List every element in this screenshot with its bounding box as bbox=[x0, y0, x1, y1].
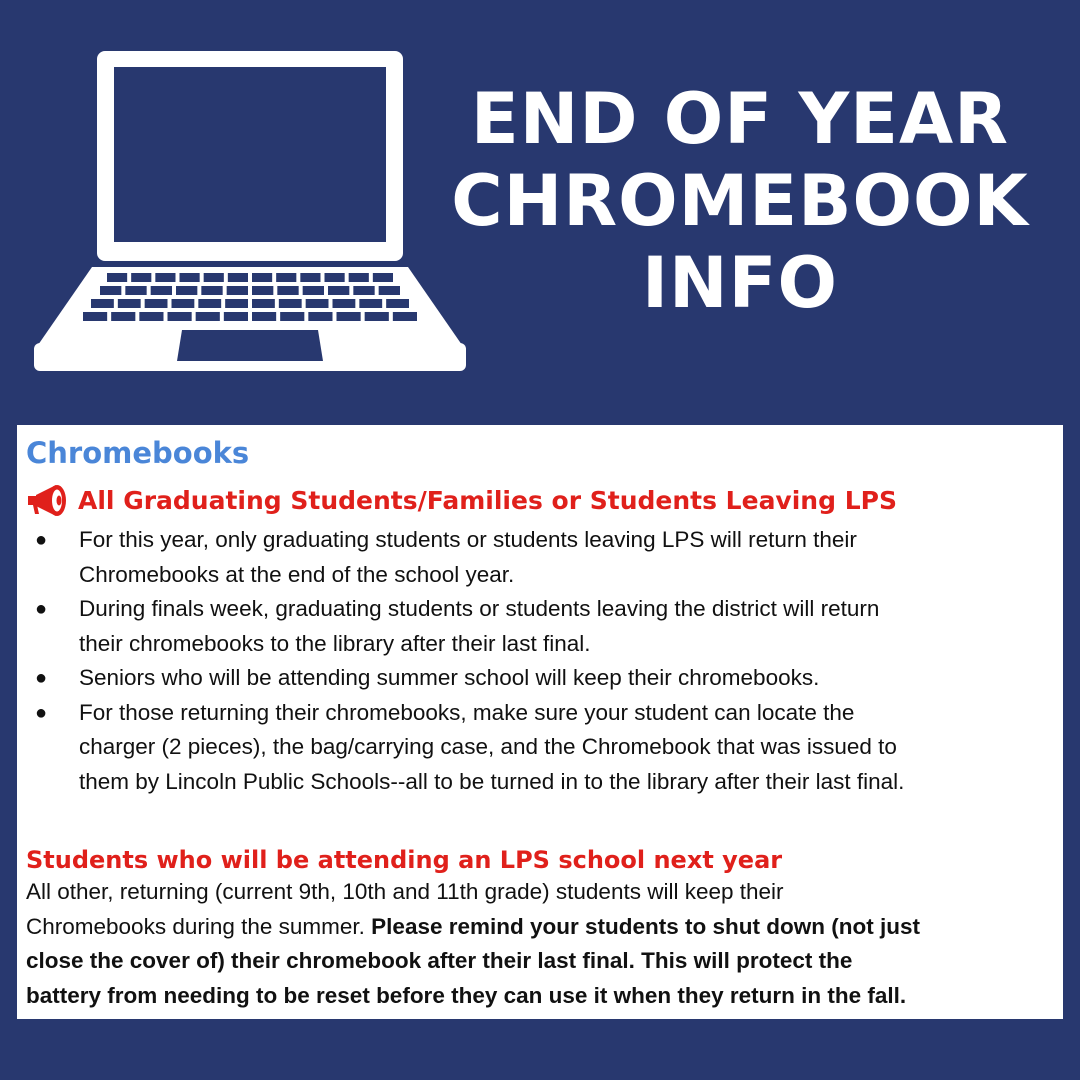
keyboard-key bbox=[118, 299, 141, 308]
keyboard-key bbox=[225, 299, 248, 308]
reminder-text: close the cover of) their chromebook after their last final. This will protect the bbox=[26, 948, 853, 973]
list-item-line: Seniors who will be attending summer school will keep their chromebooks. bbox=[79, 665, 820, 690]
list-item bbox=[26, 661, 1053, 696]
reminder-text: Please remind your students to shut down (not just bbox=[371, 913, 920, 939]
reminder-text: battery from needing to be reset before they can use it when they return in the fall. bbox=[26, 982, 907, 1008]
keyboard-key bbox=[196, 312, 220, 321]
keyboard-key bbox=[359, 299, 382, 308]
bullet-list bbox=[26, 523, 1053, 799]
keyboard-key bbox=[180, 273, 200, 282]
list-item-line: For this year, only graduating students or students leaving LPS will return their bbox=[79, 527, 857, 552]
keyboard-key bbox=[107, 273, 127, 282]
list-item bbox=[26, 696, 1053, 800]
keyboard-key bbox=[198, 299, 221, 308]
keyboard-key bbox=[155, 273, 175, 282]
keyboard-key bbox=[125, 286, 146, 295]
keyboard-key bbox=[349, 273, 369, 282]
keyboard-key bbox=[279, 299, 302, 308]
list-item bbox=[26, 592, 1053, 661]
keyboard-key bbox=[252, 273, 272, 282]
keyboard-key bbox=[252, 286, 273, 295]
section-title: Chromebooks bbox=[26, 436, 250, 470]
keyboard-key bbox=[373, 273, 393, 282]
keyboard-key bbox=[303, 286, 324, 295]
keyboard-key bbox=[227, 286, 248, 295]
title-line: INFO bbox=[642, 242, 838, 324]
keyboard-key bbox=[277, 286, 298, 295]
keyboard-key bbox=[111, 312, 135, 321]
paragraph-line bbox=[26, 979, 1053, 1014]
list-item-line: their chromebooks to the library after their last final. bbox=[79, 630, 591, 656]
keyboard-key bbox=[151, 286, 172, 295]
bullet-dot: ● bbox=[35, 701, 48, 724]
keyboard-key bbox=[308, 312, 332, 321]
keyboard-key bbox=[252, 299, 275, 308]
subheading-returning: Students who will be attending an LPS school next year bbox=[26, 846, 783, 874]
keyboard-key bbox=[353, 286, 374, 295]
keyboard-key bbox=[201, 286, 222, 295]
keyboard-key bbox=[100, 286, 121, 295]
list-item bbox=[26, 523, 1053, 592]
keyboard-key bbox=[337, 312, 361, 321]
bullet-dot: ● bbox=[35, 598, 48, 620]
subheading-graduating: All Graduating Students/Families or Students Leaving LPS bbox=[78, 485, 897, 515]
keyboard-key bbox=[176, 286, 197, 295]
keyboard-key bbox=[386, 299, 409, 308]
keyboard-key bbox=[139, 312, 163, 321]
megaphone-icon bbox=[26, 483, 72, 517]
keyboard-key bbox=[252, 312, 276, 321]
title-line: END OF YEAR bbox=[470, 78, 1010, 160]
keyboard-key bbox=[379, 286, 400, 295]
list-item-line: Chromebooks at the end of the school year. bbox=[79, 561, 515, 587]
keyboard-key bbox=[280, 312, 304, 321]
keyboard-key bbox=[168, 312, 192, 321]
paragraph-line: All other, returning (current 9th, 10th and 11th grade) students will keep their bbox=[26, 879, 784, 904]
keyboard-key bbox=[276, 273, 296, 282]
keyboard-key bbox=[300, 273, 320, 282]
laptop-icon bbox=[30, 45, 470, 380]
keyboard-key bbox=[325, 273, 345, 282]
list-item-line: them by Lincoln Public Schools--all to be turned in to the library after their last final. bbox=[79, 768, 905, 794]
paragraph-line bbox=[26, 944, 1053, 979]
info-card bbox=[17, 425, 1063, 1019]
keyboard-key bbox=[306, 299, 329, 308]
returning-paragraph bbox=[26, 875, 1053, 1013]
list-item-line: During finals week, graduating students or students leaving the district will return bbox=[79, 596, 880, 621]
keyboard-key bbox=[224, 312, 248, 321]
title-line: CHROMEBOOK bbox=[451, 160, 1029, 242]
paragraph-line bbox=[26, 910, 1053, 945]
bullet-dot: ● bbox=[35, 529, 48, 551]
bullet-dot: ● bbox=[35, 667, 48, 689]
keyboard-key bbox=[333, 299, 356, 308]
keyboard-key bbox=[172, 299, 195, 308]
graduating-heading bbox=[26, 477, 1053, 523]
paragraph-text: Chromebooks during the summer. bbox=[26, 913, 372, 939]
list-item-line: For those returning their chromebooks, make sure your student can locate the bbox=[79, 699, 855, 725]
keyboard-key bbox=[91, 299, 114, 308]
keyboard-key bbox=[145, 299, 168, 308]
keyboard-key bbox=[131, 273, 151, 282]
keyboard-key bbox=[365, 312, 389, 321]
keyboard-key bbox=[228, 273, 248, 282]
keyboard-key bbox=[83, 312, 107, 321]
list-item-line: charger (2 pieces), the bag/carrying case, and the Chromebook that was issued to bbox=[79, 734, 897, 759]
page-title bbox=[430, 78, 1050, 324]
keyboard-key bbox=[328, 286, 349, 295]
keyboard-key bbox=[204, 273, 224, 282]
keyboard-key bbox=[393, 312, 417, 321]
